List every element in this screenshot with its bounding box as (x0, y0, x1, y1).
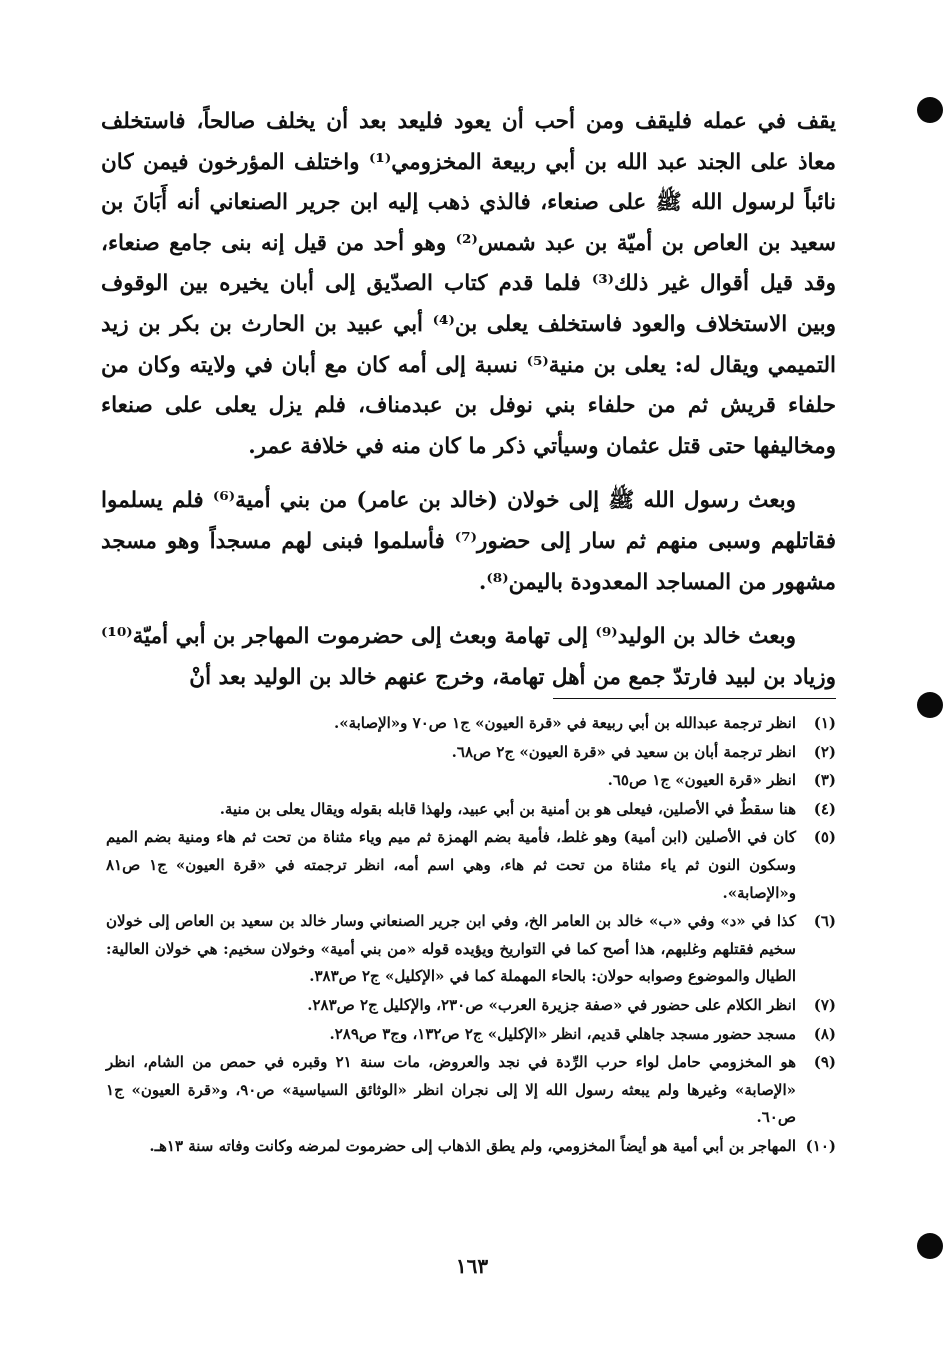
footnote-number: (١) (813, 714, 836, 732)
footnote (106, 1133, 836, 1161)
footnote (106, 824, 836, 907)
footnote-text: كان في الأصلين (ابن أمية) وهو غلط، فأمية بضم الهمزة ثم ميم وياء مثناة من تحت ثم هاء ومنية بضم الميم وسكون النون ثم ياء مثناة من تحت ثم هاء، وهي اسم أمه، انظر ترجمته في «قرة العيون» ج١ ص٨١ و«الإصابة». (106, 828, 796, 902)
binder-hole (917, 692, 943, 718)
footnote (106, 1049, 836, 1132)
footnote-text: مسجد حضور مسجد جاهلي قديم، انظر «الإكليل» ج٢ ص١٣٢، وج٣ ص٢٨٩. (329, 1024, 796, 1043)
footnote (106, 992, 836, 1020)
footnote-number: (٥) (813, 828, 836, 847)
footnotes (106, 710, 836, 1162)
footnote-text: هنا سقطٌ في الأصلين، فيعلى هو بن أمنية بن أبي عبيد، ولهذا قابله بقوله ويقال يعلى بن منية. (219, 799, 796, 818)
footnote-text: انظر «قرة العيون» ج١ ص٦٥. (607, 771, 796, 790)
footnote-number: (١٠) (805, 1136, 836, 1155)
footnote-text: المهاجر بن أبي أمية هو أيضاً المخزومي، ولم يطق الذهاب إلى حضرموت لمرضه وكانت وفاته سنة ١٣هـ. (149, 1136, 796, 1155)
paragraph: يقف في عمله فليقف ومن أحب أن يعود فليعد بعد أن يخلف صالحاً، فاستخلف معاذ على الجند عبد الله بن أبي ربيعة المخزومي⁽¹⁾ واختلف المؤرخون فيمن كان نائباً لرسول الله ﷺ على صنعاء، فالذي ذهب إليه ابن جرير الصنعاني أنه أَبَانَ بن سعيد بن العاص بن أميّة بن عبد شمس⁽²⁾ وهو أحد من قيل إنه بنى جامع صنعاء، وقد قيل أقوال غير ذلك⁽³⁾ فلما قدم كتاب الصدّيق إلى أبان يخيره بين الوقوف وبين الاستخلاف والعود فاستخلف يعلى بن⁽⁴⁾ أبي عبيد بن الحارث بن بكر بن زيد التميمي ويقال له: يعلى بن منية⁽⁵⁾ نسبة إلى أمه كان مع أبان في ولايته وكان من حلفاء قريش ثم من حلفاء بني نوفل بن عبدمناف، فلم يزل يعلى على صنعاء ومخاليفها حتى قتل عثمان وسيأتي ذكر ما كان منه في خلافة عمر. (101, 109, 836, 459)
footnote-number: (٤) (813, 799, 836, 818)
footnote-number: (٣) (813, 771, 836, 790)
footnote-text: انظر الكلام على حضور في «صفة جزيرة العرب» ص٢٣٠، والإكليل ج٢ ص٢٨٣. (307, 995, 796, 1014)
footnote (106, 908, 836, 991)
footnote-text: انظر ترجمة أبان بن سعيد في «قرة العيون» ج٢ ص٦٨. (451, 742, 796, 761)
footnote (106, 739, 836, 767)
footnote-text: انظر ترجمة عبدالله بن أبي ربيعة في «قرة العيون» ج١ ص٧٠ و«الإصابة». (333, 714, 796, 732)
footnote-number: (٧) (813, 995, 836, 1014)
footnote-number: (٦) (813, 912, 836, 931)
paragraph: وبعث خالد بن الوليد⁽⁹⁾ إلى تهامة وبعث إلى حضرموت المهاجر بن أبي أميّة⁽¹⁰⁾ وزياد بن لبيد فارتدّ جمع من أهل تهامة، وخرج عنهم خالد بن الوليد بعد أنْ (101, 624, 836, 690)
footnote-number: (٩) (813, 1053, 836, 1072)
footnote (106, 1021, 836, 1049)
footnote-text: كذا في «د» وفي «ب» خالد بن العامر الخ، وفي ابن جرير الصنعاني وسار خالد بن سعيد بن العاص إلى خولان سخيم فقتلهم وغلبهم، هذا أصح كما في التواريخ ويؤيده قوله «من بني أمية» وخولان سخيم: هي خولان العالية: الطيال والموضوع وصوابه حولان: بالحاء المهملة كما في «الإكليل» ج٢ ص٣٨٣. (106, 912, 796, 986)
footnote (106, 767, 836, 795)
paragraph: وبعث رسول الله ﷺ إلى خولان (خالد بن عامر) من بني أمية⁽⁶⁾ فلم يسلموا فقاتلهم وسبى منهم ثم سار إلى حضور⁽⁷⁾ فأسلموا فبنى لهم مسجداً وهو مسجد مشهور من المساجد المعدودة باليمن⁽⁸⁾. (101, 488, 836, 595)
footnote-number: (٨) (813, 1024, 836, 1043)
footnote-number: (٢) (813, 742, 836, 761)
binder-hole (917, 97, 943, 123)
footnote-separator (553, 698, 836, 699)
footnote-text: هو المخزومي حامل لواء حرب الرِّدة في نجد والعروض، مات سنة ٢١ وقبره في حمص من الشام، انظر «الإصابة» وغيرها ولم يبعثه رسول الله إلا إلى نجران انظر «الوثائق السياسية» ص٩٠، و«قرة العيون» ج١ ص٦٠. (106, 1053, 796, 1127)
footnote (106, 796, 836, 824)
main-body-text (101, 102, 836, 698)
footnote (106, 710, 836, 738)
page-number: ١٦٣ (455, 1254, 489, 1278)
